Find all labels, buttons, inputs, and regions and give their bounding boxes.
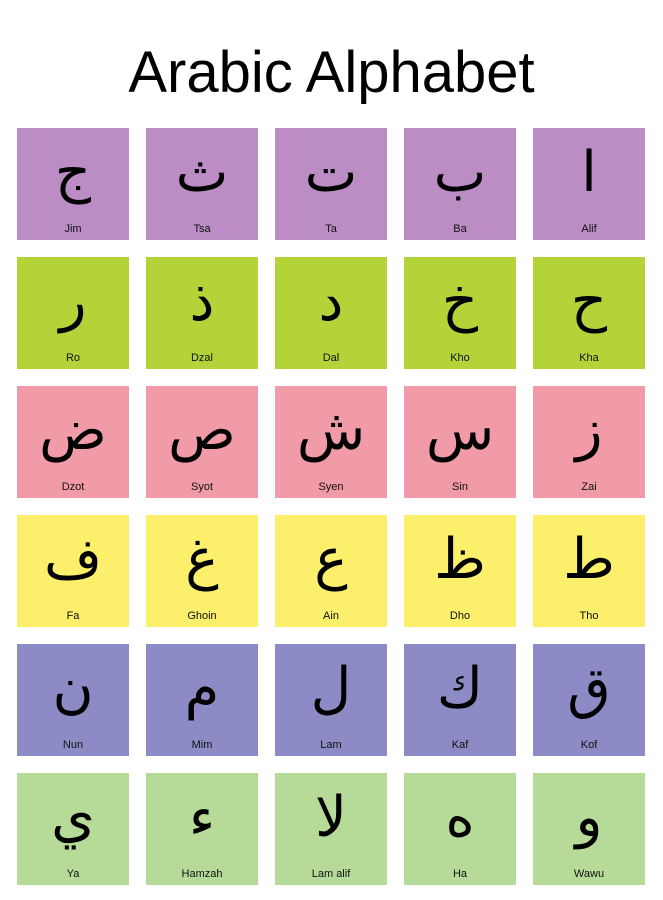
arabic-letter: ث: [175, 140, 229, 205]
alphabet-grid: [17, 128, 645, 885]
arabic-letter: ف: [43, 527, 103, 592]
letter-tile: [17, 773, 129, 885]
arabic-letter: ل: [310, 656, 352, 721]
letter-tile: [275, 128, 387, 240]
letter-tile: [533, 773, 645, 885]
arabic-letter: ح: [570, 269, 608, 334]
letter-tile: [275, 257, 387, 369]
arabic-letter: ه: [445, 785, 475, 850]
letter-name: Mim: [191, 739, 213, 751]
arabic-letter: ض: [39, 398, 107, 463]
arabic-letter: ت: [304, 140, 358, 205]
letter-name: Syen: [318, 481, 344, 493]
letter-name: Jim: [64, 223, 82, 235]
letter-name: Zai: [581, 481, 597, 493]
arabic-letter: ب: [433, 140, 487, 205]
letter-name: Lam alif: [311, 868, 351, 880]
letter-name: Ain: [323, 610, 339, 622]
arabic-letter: م: [184, 656, 220, 721]
letter-tile: [275, 386, 387, 498]
letter-tile: [533, 257, 645, 369]
arabic-letter: لا: [315, 785, 347, 850]
letter-name: Ta: [325, 223, 337, 235]
letter-tile: [17, 515, 129, 627]
letter-tile: [533, 515, 645, 627]
letter-name: Tho: [579, 610, 599, 622]
letter-name: Syot: [190, 481, 213, 493]
arabic-letter: د: [318, 269, 344, 334]
letter-name: Nun: [62, 739, 84, 751]
letter-tile: [17, 386, 129, 498]
letter-name: Dzot: [61, 481, 85, 493]
letter-name: Wawu: [573, 868, 605, 880]
letter-name: Sin: [452, 481, 468, 493]
arabic-letter: ن: [52, 656, 94, 721]
letter-tile: [404, 515, 516, 627]
arabic-letter: ط: [563, 527, 615, 592]
letter-name: Ba: [453, 223, 467, 235]
letter-tile: [404, 257, 516, 369]
page-title: Arabic Alphabet: [128, 40, 535, 105]
letter-name: Ya: [66, 868, 80, 880]
letter-name: Kof: [580, 739, 598, 751]
letter-tile: [17, 644, 129, 756]
letter-tile: [146, 644, 258, 756]
arabic-letter: ص: [168, 398, 236, 463]
letter-name: Alif: [581, 223, 597, 235]
letter-name: Ha: [452, 868, 468, 880]
letter-tile: [533, 644, 645, 756]
letter-name: Dal: [322, 352, 340, 364]
letter-name: Fa: [66, 610, 80, 622]
letter-name: Ghoin: [187, 610, 217, 622]
letter-name: Hamzah: [181, 868, 223, 880]
letter-name: Lam: [320, 739, 342, 751]
arabic-letter: ا: [581, 140, 597, 205]
arabic-letter: ق: [567, 656, 611, 721]
arabic-letter: ظ: [434, 527, 486, 592]
arabic-letter: ء: [188, 785, 216, 850]
letter-name: Kho: [450, 352, 470, 364]
letter-name: Dzal: [190, 352, 213, 364]
letter-tile: [275, 515, 387, 627]
arabic-letter: ر: [59, 269, 87, 334]
arabic-letter: ك: [436, 656, 484, 721]
letter-name: Dho: [449, 610, 471, 622]
letter-tile: [146, 257, 258, 369]
arabic-letter: ش: [296, 398, 366, 463]
letter-name: Kha: [579, 352, 599, 364]
letter-name: Tsa: [193, 223, 211, 235]
letter-tile: [17, 257, 129, 369]
arabic-letter: س: [425, 398, 495, 463]
letter-name: Kaf: [451, 739, 469, 751]
letter-tile: [533, 128, 645, 240]
letter-tile: [533, 386, 645, 498]
arabic-letter: و: [575, 785, 603, 850]
arabic-letter: ذ: [189, 269, 215, 334]
letter-tile: [275, 773, 387, 885]
letter-tile: [404, 644, 516, 756]
letter-tile: [17, 128, 129, 240]
arabic-letter: ع: [314, 527, 348, 592]
letter-tile: [275, 644, 387, 756]
arabic-letter: ز: [575, 398, 603, 463]
letter-tile: [146, 515, 258, 627]
arabic-letter: غ: [185, 527, 219, 592]
letter-tile: [146, 773, 258, 885]
letter-tile: [146, 386, 258, 498]
letter-tile: [404, 773, 516, 885]
arabic-letter: ج: [54, 140, 92, 205]
letter-name: Ro: [65, 352, 81, 364]
arabic-letter: ي: [51, 785, 95, 850]
letter-tile: [146, 128, 258, 240]
arabic-letter: خ: [441, 269, 479, 334]
letter-tile: [404, 128, 516, 240]
letter-tile: [404, 386, 516, 498]
